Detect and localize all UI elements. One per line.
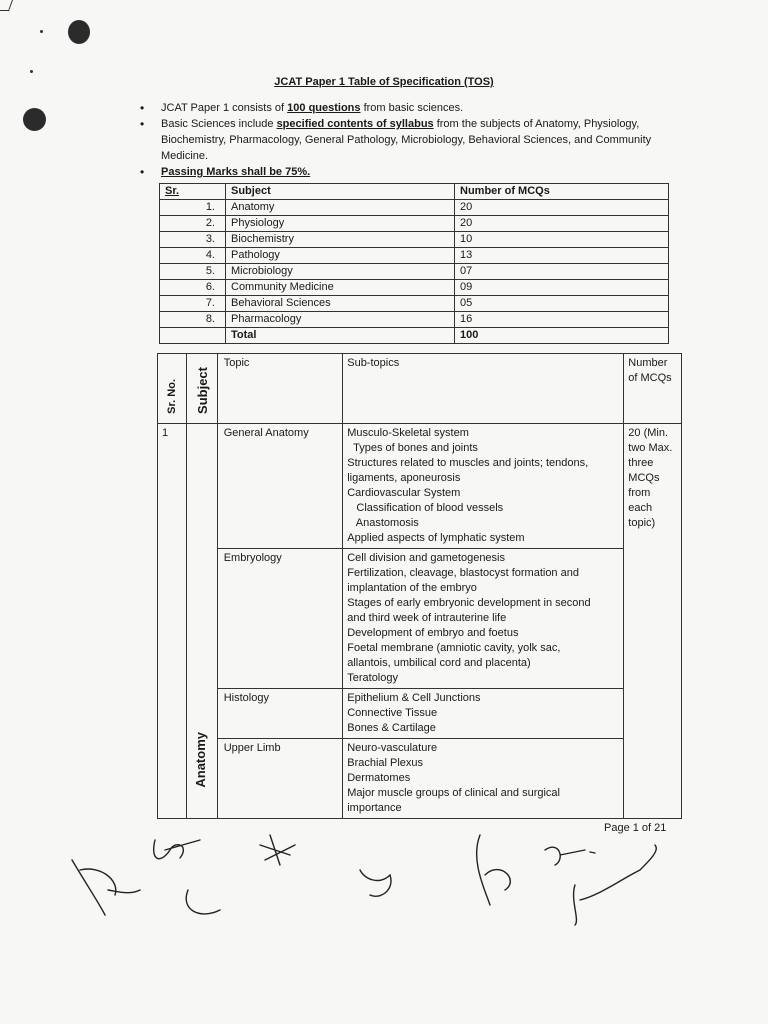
total-label: Total (226, 328, 455, 344)
signature (360, 870, 391, 896)
subtopic-line: implantation of the embryo (347, 582, 477, 594)
cell-sr: 6. (160, 280, 226, 296)
signature (154, 840, 200, 859)
total-value: 100 (455, 328, 669, 344)
table-row (160, 216, 669, 232)
total-row (160, 328, 669, 344)
bullet-item: • JCAT Paper 1 consists of 100 questions from basic sciences. (140, 100, 680, 116)
subtopic-line: Bones & Cartilage (347, 722, 436, 734)
cell-subject: Physiology (226, 216, 455, 232)
cell-topic: Histology (217, 689, 343, 739)
cell-count: 20 (455, 216, 669, 232)
punch-hole (68, 20, 90, 44)
cell-subtopics (343, 549, 624, 689)
subtopic-line: Stages of early embryonic development in second (347, 597, 591, 609)
cell-subject: Community Medicine (226, 280, 455, 296)
subtopic-line: Anastomosis (347, 517, 419, 529)
signature (477, 835, 511, 905)
bullet-item: • Basic Sciences include specified contents of syllabus from the subjects of Anatomy, Physiology, Biochemistry, Pharmacology, General Pathology, Microbiology, Behavioral Sciences, and Community Medicine. (140, 116, 680, 164)
subtopic-line: Musculo-Skeletal system (347, 427, 469, 439)
cell-subtopics (343, 739, 624, 819)
cell-subject: Biochemistry (226, 232, 455, 248)
cell-count: 05 (455, 296, 669, 312)
header-count: Number of MCQs (624, 354, 682, 424)
cell-sr: 8. (160, 312, 226, 328)
cell-count-note: 20 (Min. two Max. three MCQs from each topic) (624, 424, 682, 819)
subtopic-line: Major muscle groups of clinical and surgical (347, 787, 560, 799)
intro-bullets (140, 100, 680, 180)
subtopic-line: Epithelium & Cell Junctions (347, 692, 481, 704)
cell-sr: 7. (160, 296, 226, 312)
table-row (160, 232, 669, 248)
cell-sr: 3. (160, 232, 226, 248)
subtopic-line: Cardiovascular System (347, 487, 461, 499)
cell-subject: Anatomy (226, 200, 455, 216)
subtopic-line: Types of bones and joints (347, 442, 478, 454)
table-row (160, 280, 669, 296)
table-header-row (158, 354, 682, 424)
scan-speck (30, 70, 33, 73)
subject-label: Anatomy (193, 732, 209, 788)
cell-count: 07 (455, 264, 669, 280)
table-row (158, 689, 682, 739)
table-row (158, 739, 682, 819)
cell-subject: Pathology (226, 248, 455, 264)
subtopic-line: Brachial Plexus (347, 757, 424, 769)
cell-sr: 5. (160, 264, 226, 280)
table-row (160, 248, 669, 264)
signature (545, 847, 595, 865)
signature (260, 835, 295, 865)
handwritten-signatures (60, 820, 700, 940)
header-topic: Topic (217, 354, 343, 424)
signature (186, 890, 220, 914)
cell-count: 09 (455, 280, 669, 296)
table-row (160, 312, 669, 328)
header-count: Number of MCQs (455, 184, 669, 200)
table-header-row (160, 184, 669, 200)
subtopic-line: Applied aspects of lymphatic system (347, 532, 525, 544)
cell-count: 16 (455, 312, 669, 328)
scan-speck (40, 30, 43, 33)
subtopic-line: importance (347, 802, 402, 814)
cell-subject: Behavioral Sciences (226, 296, 455, 312)
cell-subject (187, 424, 217, 819)
signature (574, 845, 657, 925)
cell-subject: Pharmacology (226, 312, 455, 328)
cell-sr-no: 1 (158, 424, 187, 819)
subtopic-line: Cell division and gametogenesis (347, 552, 505, 564)
signature (72, 860, 140, 915)
subtopic-line: Teratology (347, 672, 398, 684)
table-row (160, 264, 669, 280)
subtopic-line: Structures related to muscles and joints; tendons, (347, 457, 589, 469)
page-number: Page 1 of 21 (604, 822, 667, 834)
cell-topic: Upper Limb (217, 739, 343, 819)
cell-count: 20 (455, 200, 669, 216)
subtopic-line: Connective Tissue (347, 707, 438, 719)
subtopic-line: Foetal membrane (amniotic cavity, yolk sac, (347, 642, 561, 654)
cell-subtopics (343, 689, 624, 739)
summary-table (159, 183, 669, 344)
cell-sr: 2. (160, 216, 226, 232)
header-sr-no: Sr. No. (165, 379, 178, 414)
cell-subject: Microbiology (226, 264, 455, 280)
table-row (160, 200, 669, 216)
table-row (158, 424, 682, 549)
cell-sr: 1. (160, 200, 226, 216)
cell-count: 13 (455, 248, 669, 264)
document-title: JCAT Paper 1 Table of Specification (TOS) (274, 76, 494, 88)
subtopic-line: ligaments, aponeurosis (347, 472, 461, 484)
header-subtopics: Sub-topics (343, 354, 624, 424)
subtopic-line: allantois, umbilical cord and placenta) (347, 657, 531, 669)
bullet-item: • Passing Marks shall be 75%. (140, 164, 680, 180)
cell-subtopics (343, 424, 624, 549)
subtopic-line: Classification of blood vessels (347, 502, 504, 514)
subtopic-line: and third week of intrauterine life (347, 612, 507, 624)
header-subject: Subject (194, 367, 210, 414)
subtopic-line: Fertilization, cleavage, blastocyst formation and (347, 567, 579, 579)
cell-topic: General Anatomy (217, 424, 343, 549)
header-sr: Sr. (160, 184, 226, 200)
cell-sr: 4. (160, 248, 226, 264)
detail-table (157, 353, 682, 819)
header-subject: Subject (226, 184, 455, 200)
subtopic-line: Dermatomes (347, 772, 411, 784)
table-row (158, 549, 682, 689)
subtopic-line: Neuro-vasculature (347, 742, 438, 754)
scan-corner-mark (0, 0, 13, 11)
subtopic-line: Development of embryo and foetus (347, 627, 519, 639)
punch-hole (23, 108, 46, 131)
table-row (160, 296, 669, 312)
cell-count: 10 (455, 232, 669, 248)
cell-topic: Embryology (217, 549, 343, 689)
